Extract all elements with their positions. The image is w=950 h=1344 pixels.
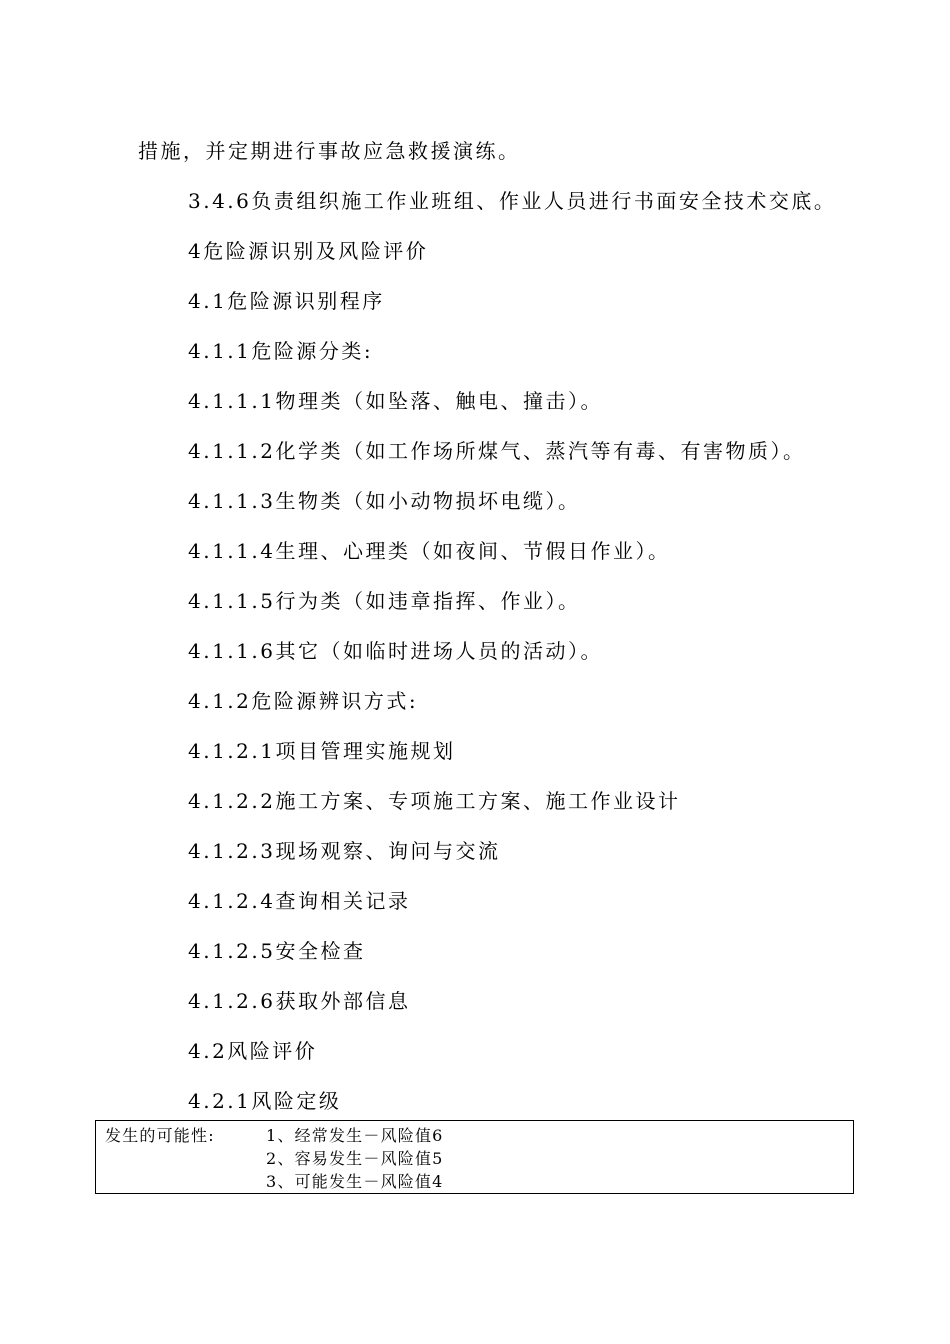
item-4-1-1-5: 4.1.1.5行为类（如违章指挥、作业）。 [188, 589, 581, 613]
item-4-1-2-4: 4.1.2.4查询相关记录 [188, 889, 411, 913]
item-4-1-1-3: 4.1.1.3生物类（如小动物损坏电缆）。 [188, 489, 581, 513]
item-4-1-1-1: 4.1.1.1物理类（如坠落、触电、撞击）。 [188, 389, 603, 413]
item-4-1-2-5: 4.1.2.5安全检查 [188, 939, 366, 963]
paragraph-3-4-6: 3.4.6负责组织施工作业班组、作业人员进行书面安全技术交底。 [188, 189, 837, 213]
likelihood-table [95, 1120, 854, 1194]
item-4-1-2-2: 4.1.2.2施工方案、专项施工方案、施工作业设计 [188, 789, 681, 813]
item-4-1-1-6: 4.1.1.6其它（如临时进场人员的活动）。 [188, 639, 603, 663]
item-4-1-1-4: 4.1.1.4生理、心理类（如夜间、节假日作业）。 [188, 539, 671, 563]
likelihood-label: 发生的可能性: [105, 1126, 215, 1145]
heading-4: 4危险源识别及风险评价 [188, 239, 429, 263]
heading-4-1: 4.1危险源识别程序 [188, 289, 385, 313]
item-4-1-1-2: 4.1.1.2化学类（如工作场所煤气、蒸汽等有毒、有害物质）。 [188, 439, 806, 463]
likelihood-item-1: 1、经常发生－风险值6 [266, 1126, 444, 1145]
likelihood-item-3: 3、可能发生－风险值4 [266, 1172, 444, 1191]
likelihood-item-2: 2、容易发生－风险值5 [266, 1149, 444, 1168]
item-4-1-2-6: 4.1.2.6获取外部信息 [188, 989, 411, 1013]
heading-4-2-1: 4.2.1风险定级 [188, 1089, 342, 1113]
paragraph-continuation: 措施，并定期进行事故应急救援演练。 [138, 139, 521, 163]
heading-4-1-2: 4.1.2危险源辨识方式: [188, 689, 419, 713]
heading-4-2: 4.2风险评价 [188, 1039, 318, 1063]
item-4-1-2-1: 4.1.2.1项目管理实施规划 [188, 739, 456, 763]
item-4-1-2-3: 4.1.2.3现场观察、询问与交流 [188, 839, 501, 863]
heading-4-1-1: 4.1.1危险源分类: [188, 339, 374, 363]
